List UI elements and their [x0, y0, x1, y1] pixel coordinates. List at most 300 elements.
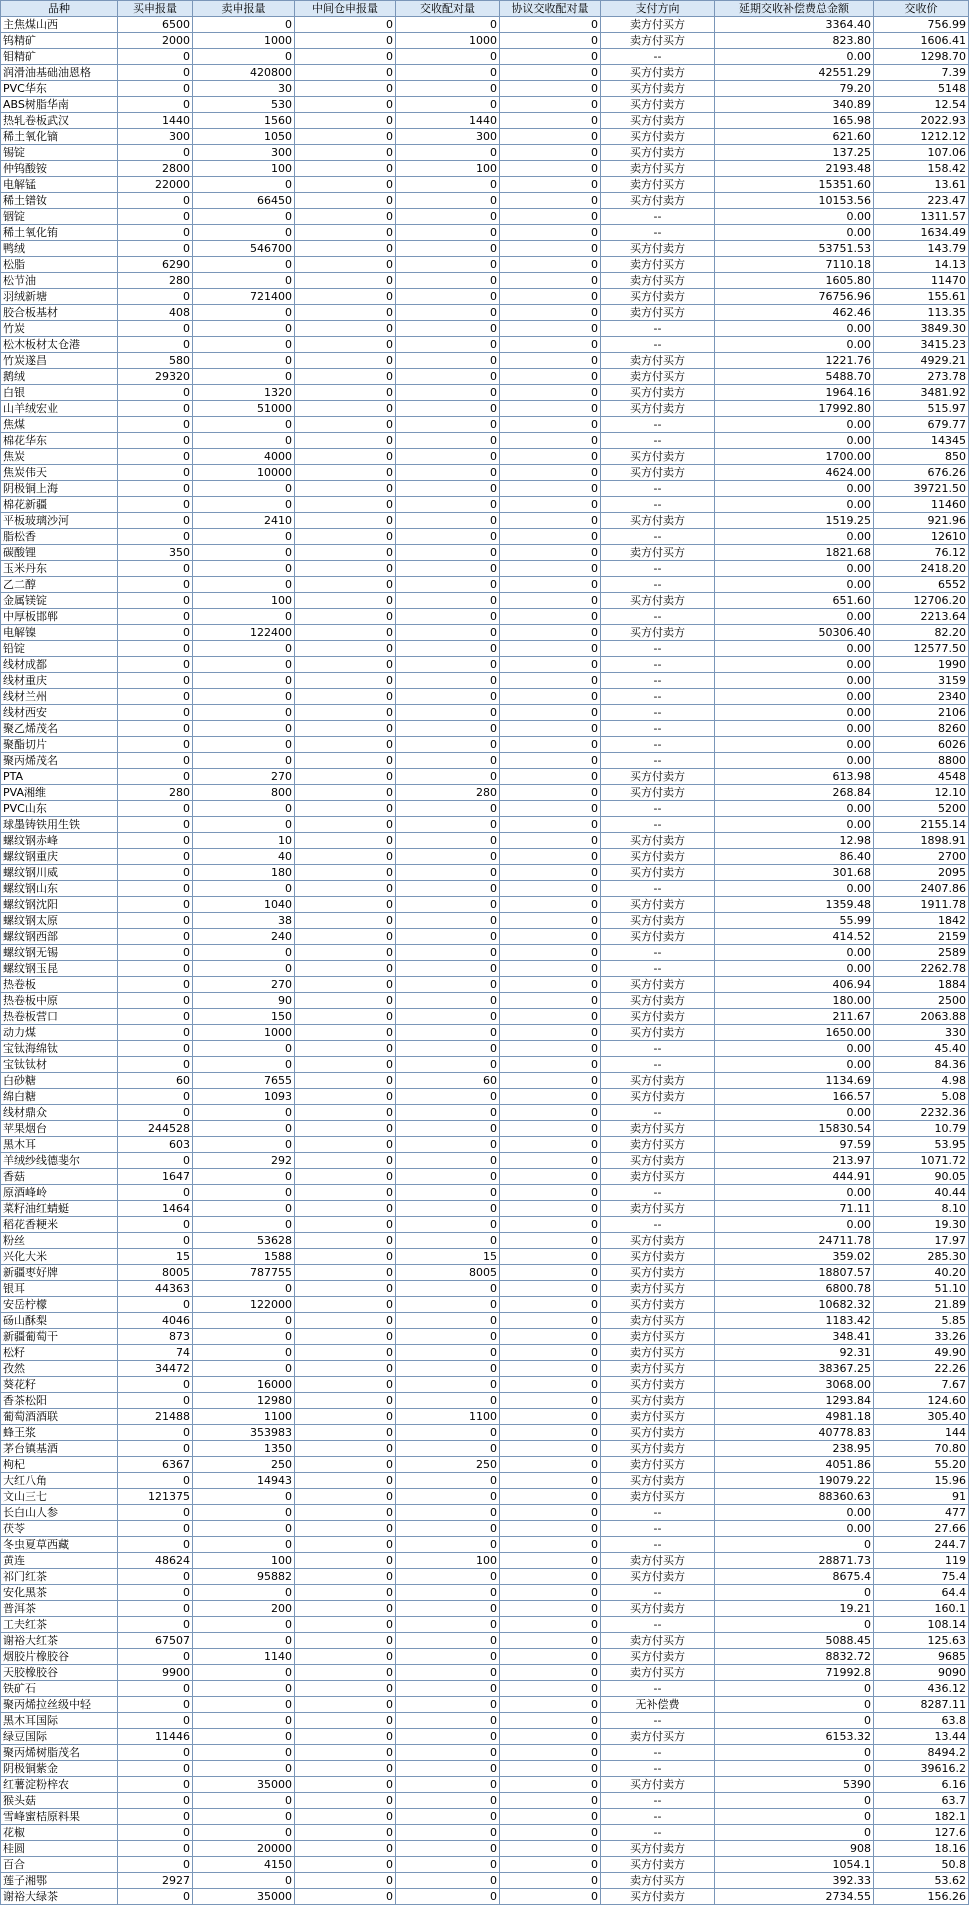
cell-buy-qty: 0	[118, 65, 193, 81]
cell-sell-qty: 240	[193, 929, 295, 945]
table-row	[1, 1217, 969, 1233]
cell-variety: 中厚板邯郸	[1, 609, 118, 625]
cell-matched-qty: 0	[396, 897, 500, 913]
table-row	[1, 1233, 969, 1249]
cell-payment-direction: 买方付卖方	[601, 1473, 715, 1489]
table-body	[1, 17, 969, 1905]
cell-buy-qty: 0	[118, 1601, 193, 1617]
cell-matched-qty: 0	[396, 1873, 500, 1889]
cell-agreement-matched-qty: 0	[500, 65, 601, 81]
cell-sell-qty: 270	[193, 769, 295, 785]
cell-buy-qty: 280	[118, 785, 193, 801]
table-row	[1, 801, 969, 817]
cell-variety: 羊绒纱线德斐尔	[1, 1153, 118, 1169]
table-row	[1, 577, 969, 593]
cell-middle-warehouse-qty: 0	[295, 353, 396, 369]
cell-variety: 螺纹钢赤峰	[1, 833, 118, 849]
cell-matched-qty: 0	[396, 1521, 500, 1537]
cell-variety: 工夫红茶	[1, 1617, 118, 1633]
table-row	[1, 1185, 969, 1201]
cell-sell-qty: 787755	[193, 1265, 295, 1281]
cell-deferred-fee-total: 0.00	[715, 1185, 874, 1201]
cell-variety: 铁矿石	[1, 1681, 118, 1697]
cell-deferred-fee-total: 0.00	[715, 721, 874, 737]
table-row	[1, 1041, 969, 1057]
cell-matched-qty: 0	[396, 1217, 500, 1233]
table-row	[1, 1633, 969, 1649]
cell-agreement-matched-qty: 0	[500, 321, 601, 337]
cell-settlement-price: 82.20	[874, 625, 969, 641]
cell-agreement-matched-qty: 0	[500, 1761, 601, 1777]
cell-payment-direction: --	[601, 673, 715, 689]
cell-payment-direction: 卖方付买方	[601, 1409, 715, 1425]
cell-settlement-price: 15.96	[874, 1473, 969, 1489]
cell-middle-warehouse-qty: 0	[295, 673, 396, 689]
cell-matched-qty: 0	[396, 609, 500, 625]
cell-payment-direction: --	[601, 1585, 715, 1601]
cell-middle-warehouse-qty: 0	[295, 1265, 396, 1281]
table-row	[1, 1009, 969, 1025]
cell-settlement-price: 4548	[874, 769, 969, 785]
cell-middle-warehouse-qty: 0	[295, 1249, 396, 1265]
cell-deferred-fee-total: 0.00	[715, 497, 874, 513]
cell-payment-direction: 卖方付买方	[601, 1729, 715, 1745]
cell-payment-direction: 卖方付买方	[601, 1489, 715, 1505]
cell-buy-qty: 0	[118, 849, 193, 865]
cell-deferred-fee-total: 0.00	[715, 609, 874, 625]
cell-middle-warehouse-qty: 0	[295, 977, 396, 993]
cell-payment-direction: 卖方付买方	[601, 369, 715, 385]
cell-deferred-fee-total: 1700.00	[715, 449, 874, 465]
cell-matched-qty: 0	[396, 1857, 500, 1873]
table-row	[1, 321, 969, 337]
cell-sell-qty: 1588	[193, 1249, 295, 1265]
cell-agreement-matched-qty: 0	[500, 865, 601, 881]
cell-sell-qty: 0	[193, 321, 295, 337]
cell-deferred-fee-total: 0.00	[715, 529, 874, 545]
cell-matched-qty: 0	[396, 1041, 500, 1057]
cell-buy-qty: 2927	[118, 1873, 193, 1889]
cell-middle-warehouse-qty: 0	[295, 193, 396, 209]
cell-buy-qty: 0	[118, 1521, 193, 1537]
cell-settlement-price: 18.16	[874, 1841, 969, 1857]
table-row	[1, 945, 969, 961]
cell-payment-direction: 买方付卖方	[601, 385, 715, 401]
cell-middle-warehouse-qty: 0	[295, 1777, 396, 1793]
cell-variety: 白银	[1, 385, 118, 401]
cell-sell-qty: 292	[193, 1153, 295, 1169]
cell-variety: 螺纹钢重庆	[1, 849, 118, 865]
cell-middle-warehouse-qty: 0	[295, 1889, 396, 1905]
cell-settlement-price: 2262.78	[874, 961, 969, 977]
cell-sell-qty: 0	[193, 1201, 295, 1217]
cell-matched-qty: 0	[396, 769, 500, 785]
table-row	[1, 769, 969, 785]
cell-middle-warehouse-qty: 0	[295, 1681, 396, 1697]
cell-settlement-price: 11470	[874, 273, 969, 289]
cell-variety: 黄连	[1, 1553, 118, 1569]
column-header-agreement-matched-qty: 协议交收配对量	[500, 1, 601, 17]
cell-matched-qty: 0	[396, 1745, 500, 1761]
cell-payment-direction: --	[601, 817, 715, 833]
cell-variety: 黑木耳	[1, 1137, 118, 1153]
cell-middle-warehouse-qty: 0	[295, 833, 396, 849]
cell-settlement-price: 5.85	[874, 1313, 969, 1329]
cell-sell-qty: 300	[193, 145, 295, 161]
cell-matched-qty: 0	[396, 417, 500, 433]
cell-agreement-matched-qty: 0	[500, 49, 601, 65]
cell-deferred-fee-total: 1650.00	[715, 1025, 874, 1041]
cell-sell-qty: 10	[193, 833, 295, 849]
cell-matched-qty: 0	[396, 1233, 500, 1249]
cell-settlement-price: 5200	[874, 801, 969, 817]
cell-variety: 稻花香粳米	[1, 1217, 118, 1233]
cell-variety: 松木板材太仓港	[1, 337, 118, 353]
cell-buy-qty: 0	[118, 225, 193, 241]
cell-agreement-matched-qty: 0	[500, 1313, 601, 1329]
cell-buy-qty: 2000	[118, 33, 193, 49]
cell-agreement-matched-qty: 0	[500, 17, 601, 33]
cell-middle-warehouse-qty: 0	[295, 257, 396, 273]
cell-settlement-price: 50.8	[874, 1857, 969, 1873]
cell-buy-qty: 6367	[118, 1457, 193, 1473]
table-row	[1, 33, 969, 49]
table-row	[1, 1201, 969, 1217]
cell-deferred-fee-total: 0.00	[715, 1057, 874, 1073]
cell-middle-warehouse-qty: 0	[295, 737, 396, 753]
cell-agreement-matched-qty: 0	[500, 1041, 601, 1057]
cell-matched-qty: 0	[396, 1473, 500, 1489]
cell-buy-qty: 0	[118, 865, 193, 881]
cell-matched-qty: 0	[396, 513, 500, 529]
cell-settlement-price: 11460	[874, 497, 969, 513]
cell-variety: 冬虫夏草西藏	[1, 1537, 118, 1553]
cell-variety: 阴极铜紫金	[1, 1761, 118, 1777]
cell-middle-warehouse-qty: 0	[295, 1697, 396, 1713]
cell-buy-qty: 0	[118, 561, 193, 577]
cell-variety: 棉花华东	[1, 433, 118, 449]
cell-buy-qty: 580	[118, 353, 193, 369]
cell-settlement-price: 4.98	[874, 1073, 969, 1089]
cell-variety: 莲子湘鄂	[1, 1873, 118, 1889]
cell-deferred-fee-total: 18807.57	[715, 1265, 874, 1281]
cell-settlement-price: 39721.50	[874, 481, 969, 497]
cell-sell-qty: 0	[193, 689, 295, 705]
cell-deferred-fee-total: 0.00	[715, 737, 874, 753]
cell-settlement-price: 90.05	[874, 1169, 969, 1185]
cell-payment-direction: --	[601, 721, 715, 737]
cell-payment-direction: 买方付卖方	[601, 977, 715, 993]
cell-variety: 兴化大米	[1, 1249, 118, 1265]
table-row	[1, 449, 969, 465]
cell-sell-qty: 1000	[193, 33, 295, 49]
cell-deferred-fee-total: 4051.86	[715, 1457, 874, 1473]
cell-agreement-matched-qty: 0	[500, 161, 601, 177]
cell-variety: 线材重庆	[1, 673, 118, 689]
table-row	[1, 1713, 969, 1729]
cell-agreement-matched-qty: 0	[500, 1137, 601, 1153]
cell-middle-warehouse-qty: 0	[295, 801, 396, 817]
cell-agreement-matched-qty: 0	[500, 849, 601, 865]
table-row	[1, 1281, 969, 1297]
cell-settlement-price: 1298.70	[874, 49, 969, 65]
cell-settlement-price: 125.63	[874, 1633, 969, 1649]
cell-variety: 鸭绒	[1, 241, 118, 257]
cell-matched-qty: 0	[396, 1201, 500, 1217]
cell-settlement-price: 2095	[874, 865, 969, 881]
cell-buy-qty: 48624	[118, 1553, 193, 1569]
cell-matched-qty: 0	[396, 1617, 500, 1633]
cell-agreement-matched-qty: 0	[500, 209, 601, 225]
cell-deferred-fee-total: 1054.1	[715, 1857, 874, 1873]
table-row	[1, 737, 969, 753]
cell-payment-direction: --	[601, 961, 715, 977]
cell-buy-qty: 0	[118, 529, 193, 545]
cell-deferred-fee-total: 97.59	[715, 1137, 874, 1153]
cell-agreement-matched-qty: 0	[500, 1297, 601, 1313]
cell-agreement-matched-qty: 0	[500, 1457, 601, 1473]
cell-settlement-price: 12.10	[874, 785, 969, 801]
cell-variety: 润滑油基础油恩格	[1, 65, 118, 81]
cell-settlement-price: 2407.86	[874, 881, 969, 897]
cell-deferred-fee-total: 651.60	[715, 593, 874, 609]
cell-agreement-matched-qty: 0	[500, 1713, 601, 1729]
cell-matched-qty: 0	[396, 817, 500, 833]
cell-deferred-fee-total: 1134.69	[715, 1073, 874, 1089]
cell-deferred-fee-total: 3364.40	[715, 17, 874, 33]
cell-variety: 松脂	[1, 257, 118, 273]
cell-matched-qty: 0	[396, 1313, 500, 1329]
cell-middle-warehouse-qty: 0	[295, 1329, 396, 1345]
cell-buy-qty: 0	[118, 321, 193, 337]
cell-matched-qty: 0	[396, 641, 500, 657]
cell-payment-direction: 买方付卖方	[601, 113, 715, 129]
cell-agreement-matched-qty: 0	[500, 881, 601, 897]
cell-matched-qty: 0	[396, 241, 500, 257]
cell-deferred-fee-total: 3068.00	[715, 1377, 874, 1393]
cell-payment-direction: --	[601, 641, 715, 657]
cell-buy-qty: 0	[118, 1857, 193, 1873]
cell-settlement-price: 6026	[874, 737, 969, 753]
cell-settlement-price: 4929.21	[874, 353, 969, 369]
cell-deferred-fee-total: 908	[715, 1841, 874, 1857]
cell-agreement-matched-qty: 0	[500, 1441, 601, 1457]
cell-payment-direction: 卖方付买方	[601, 1457, 715, 1473]
cell-agreement-matched-qty: 0	[500, 337, 601, 353]
cell-middle-warehouse-qty: 0	[295, 529, 396, 545]
cell-deferred-fee-total: 462.46	[715, 305, 874, 321]
cell-deferred-fee-total: 7110.18	[715, 257, 874, 273]
cell-buy-qty: 0	[118, 913, 193, 929]
cell-payment-direction: 买方付卖方	[601, 129, 715, 145]
cell-deferred-fee-total: 0.00	[715, 49, 874, 65]
cell-variety: 钨精矿	[1, 33, 118, 49]
table-row	[1, 113, 969, 129]
cell-payment-direction: 买方付卖方	[601, 449, 715, 465]
cell-buy-qty: 34472	[118, 1361, 193, 1377]
cell-variety: 祁门红茶	[1, 1569, 118, 1585]
cell-buy-qty: 0	[118, 593, 193, 609]
cell-middle-warehouse-qty: 0	[295, 1857, 396, 1873]
cell-payment-direction: --	[601, 1809, 715, 1825]
cell-payment-direction: --	[601, 1185, 715, 1201]
cell-matched-qty: 0	[396, 705, 500, 721]
cell-deferred-fee-total: 414.52	[715, 929, 874, 945]
cell-buy-qty: 0	[118, 401, 193, 417]
cell-middle-warehouse-qty: 0	[295, 1057, 396, 1073]
cell-sell-qty: 0	[193, 961, 295, 977]
cell-middle-warehouse-qty: 0	[295, 1409, 396, 1425]
cell-buy-qty: 0	[118, 513, 193, 529]
cell-matched-qty: 0	[396, 1681, 500, 1697]
cell-middle-warehouse-qty: 0	[295, 1473, 396, 1489]
cell-agreement-matched-qty: 0	[500, 1169, 601, 1185]
table-row	[1, 241, 969, 257]
cell-payment-direction: 买方付卖方	[601, 241, 715, 257]
cell-variety: 金属镁锭	[1, 593, 118, 609]
cell-variety: 银耳	[1, 1281, 118, 1297]
cell-buy-qty: 0	[118, 753, 193, 769]
table-row	[1, 1729, 969, 1745]
cell-payment-direction: 买方付卖方	[601, 1073, 715, 1089]
cell-payment-direction: 买方付卖方	[601, 65, 715, 81]
cell-deferred-fee-total: 6153.32	[715, 1729, 874, 1745]
cell-deferred-fee-total: 0	[715, 1825, 874, 1841]
cell-middle-warehouse-qty: 0	[295, 705, 396, 721]
cell-settlement-price: 3849.30	[874, 321, 969, 337]
cell-payment-direction: --	[601, 1761, 715, 1777]
cell-buy-qty: 280	[118, 273, 193, 289]
cell-agreement-matched-qty: 0	[500, 145, 601, 161]
cell-agreement-matched-qty: 0	[500, 1409, 601, 1425]
cell-matched-qty: 0	[396, 913, 500, 929]
cell-deferred-fee-total: 0.00	[715, 817, 874, 833]
cell-agreement-matched-qty: 0	[500, 721, 601, 737]
table-row	[1, 1761, 969, 1777]
cell-middle-warehouse-qty: 0	[295, 1505, 396, 1521]
cell-buy-qty: 0	[118, 1761, 193, 1777]
cell-deferred-fee-total: 0.00	[715, 225, 874, 241]
cell-agreement-matched-qty: 0	[500, 257, 601, 273]
cell-matched-qty: 300	[396, 129, 500, 145]
cell-middle-warehouse-qty: 0	[295, 1425, 396, 1441]
cell-settlement-price: 5148	[874, 81, 969, 97]
cell-middle-warehouse-qty: 0	[295, 1521, 396, 1537]
cell-payment-direction: 买方付卖方	[601, 145, 715, 161]
cell-payment-direction: 买方付卖方	[601, 81, 715, 97]
cell-matched-qty: 1100	[396, 1409, 500, 1425]
cell-deferred-fee-total: 1519.25	[715, 513, 874, 529]
cell-deferred-fee-total: 0.00	[715, 753, 874, 769]
cell-middle-warehouse-qty: 0	[295, 1025, 396, 1041]
cell-middle-warehouse-qty: 0	[295, 897, 396, 913]
cell-sell-qty: 0	[193, 1217, 295, 1233]
table-row	[1, 593, 969, 609]
cell-matched-qty: 0	[396, 1441, 500, 1457]
cell-matched-qty: 0	[396, 1297, 500, 1313]
cell-variety: 松节油	[1, 273, 118, 289]
cell-sell-qty: 0	[193, 1537, 295, 1553]
cell-matched-qty: 0	[396, 1377, 500, 1393]
cell-settlement-price: 9685	[874, 1649, 969, 1665]
cell-settlement-price: 1634.49	[874, 225, 969, 241]
cell-buy-qty: 0	[118, 1105, 193, 1121]
cell-buy-qty: 0	[118, 705, 193, 721]
cell-variety: 葡萄酒酒联	[1, 1409, 118, 1425]
cell-middle-warehouse-qty: 0	[295, 1649, 396, 1665]
cell-deferred-fee-total: 359.02	[715, 1249, 874, 1265]
cell-middle-warehouse-qty: 0	[295, 209, 396, 225]
cell-middle-warehouse-qty: 0	[295, 497, 396, 513]
cell-deferred-fee-total: 0.00	[715, 881, 874, 897]
cell-variety: 胶合板基材	[1, 305, 118, 321]
cell-variety: 焦炭伟天	[1, 465, 118, 481]
cell-agreement-matched-qty: 0	[500, 577, 601, 593]
table-row	[1, 1521, 969, 1537]
cell-deferred-fee-total: 0	[715, 1809, 874, 1825]
table-row	[1, 1537, 969, 1553]
cell-settlement-price: 155.61	[874, 289, 969, 305]
cell-settlement-price: 2700	[874, 849, 969, 865]
cell-agreement-matched-qty: 0	[500, 1057, 601, 1073]
cell-matched-qty: 0	[396, 945, 500, 961]
cell-sell-qty: 0	[193, 817, 295, 833]
cell-variety: 螺纹钢太原	[1, 913, 118, 929]
cell-buy-qty: 0	[118, 337, 193, 353]
cell-payment-direction: --	[601, 1505, 715, 1521]
cell-middle-warehouse-qty: 0	[295, 225, 396, 241]
cell-deferred-fee-total: 0.00	[715, 641, 874, 657]
cell-sell-qty: 0	[193, 225, 295, 241]
cell-middle-warehouse-qty: 0	[295, 1841, 396, 1857]
table-row	[1, 1681, 969, 1697]
cell-matched-qty: 0	[396, 177, 500, 193]
cell-agreement-matched-qty: 0	[500, 897, 601, 913]
table-row	[1, 401, 969, 417]
cell-payment-direction: 卖方付买方	[601, 1281, 715, 1297]
cell-variety: 锡锭	[1, 145, 118, 161]
cell-settlement-price: 8800	[874, 753, 969, 769]
cell-variety: PTA	[1, 769, 118, 785]
cell-middle-warehouse-qty: 0	[295, 481, 396, 497]
cell-buy-qty: 0	[118, 145, 193, 161]
cell-payment-direction: --	[601, 1713, 715, 1729]
cell-sell-qty: 4150	[193, 1857, 295, 1873]
cell-deferred-fee-total: 444.91	[715, 1169, 874, 1185]
cell-sell-qty: 1320	[193, 385, 295, 401]
cell-sell-qty: 0	[193, 577, 295, 593]
cell-agreement-matched-qty: 0	[500, 481, 601, 497]
cell-settlement-price: 70.80	[874, 1441, 969, 1457]
table-row	[1, 785, 969, 801]
cell-buy-qty: 9900	[118, 1665, 193, 1681]
cell-deferred-fee-total: 0.00	[715, 945, 874, 961]
cell-buy-qty: 0	[118, 833, 193, 849]
table-row	[1, 897, 969, 913]
cell-middle-warehouse-qty: 0	[295, 33, 396, 49]
table-row	[1, 881, 969, 897]
cell-sell-qty: 95882	[193, 1569, 295, 1585]
cell-agreement-matched-qty: 0	[500, 1569, 601, 1585]
cell-middle-warehouse-qty: 0	[295, 1441, 396, 1457]
cell-deferred-fee-total: 613.98	[715, 769, 874, 785]
cell-buy-qty: 0	[118, 1425, 193, 1441]
cell-sell-qty: 0	[193, 1633, 295, 1649]
cell-deferred-fee-total: 5088.45	[715, 1633, 874, 1649]
table-row	[1, 305, 969, 321]
cell-settlement-price: 8494.2	[874, 1745, 969, 1761]
cell-agreement-matched-qty: 0	[500, 417, 601, 433]
